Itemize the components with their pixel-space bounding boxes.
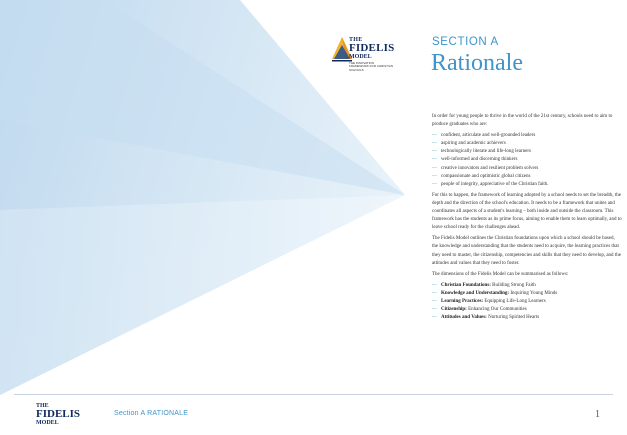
list-item: — aspiring and academic achievers bbox=[432, 141, 506, 147]
footer-divider bbox=[14, 394, 613, 395]
list-item: — Citizenship: Enhancing Our Communities bbox=[432, 307, 527, 313]
list-item: — creative innovators and resilient problem solvers bbox=[432, 165, 539, 171]
dimensions-list bbox=[432, 282, 622, 322]
footer-logo: THE FIDELIS MODEL bbox=[36, 403, 81, 426]
intro-paragraph: In order for young people to thrive in the world of the 21st century, schools need to aim to produce graduates who are: bbox=[432, 114, 613, 128]
dimensions-intro: The dimensions of the Fidelis Model can be summarised as follows: bbox=[432, 271, 569, 277]
logo-fidelis: FIDELIS bbox=[349, 42, 395, 54]
list-item: — confident, articulate and well-grounded leaders bbox=[432, 133, 536, 139]
triangle-face-lower bbox=[0, 195, 405, 395]
logo-tagline: THE INNOVATION FRAMEWORK FOR CHRISTIAN SCHOOLS bbox=[349, 61, 393, 72]
logo-model: MODEL bbox=[349, 54, 372, 60]
list-item: — Attitudes and Values: Nurturing Spirited Hearts bbox=[432, 315, 540, 321]
logo-the: THE bbox=[349, 37, 363, 43]
list-item: — Learning Practices: Equipping Life-Long Learners bbox=[432, 298, 546, 304]
list-item: — Christian Foundations: Building Strong Faith bbox=[432, 282, 536, 288]
outcomes-list bbox=[432, 132, 622, 189]
list-item: — Knowledge and Understanding: Inquiring Young Minds bbox=[432, 290, 558, 296]
framework-paragraph: For this to happen, the framework of learning adopted by a school needs to set the breadth, the depth and the direction of the school's education. It needs to be a framework that unites and coordinates all aspects of a student's learning – both inside and outside the classroom. This framework has the students as its prime focus, aiming to enable them to learn optimally, and to leave school ready for the challenges ahead. bbox=[432, 192, 622, 231]
body-text bbox=[432, 113, 622, 325]
list-item: — technologically literate and life-long learners bbox=[432, 149, 531, 155]
model-paragraph: The Fidelis Model outlines the Christian foundations upon which a school should be based, the knowledge and understanding that the students need to acquire, the learning practices that they need to master, the citizenship, competencies and skills that they need to develop, and the attitudes and values that they need to foster. bbox=[432, 236, 621, 266]
logo-wordmark bbox=[349, 37, 394, 60]
section-label: SECTION A bbox=[432, 36, 499, 48]
page-title: Rationale bbox=[431, 50, 523, 76]
list-item: — well-informed and discerning thinkers bbox=[432, 157, 518, 163]
list-item: — people of integrity, appreciative of the Christian faith. bbox=[432, 181, 549, 187]
page-number: 1 bbox=[595, 409, 600, 420]
footer-section-label: Section A RATIONALE bbox=[114, 410, 189, 417]
list-item: — compassionate and optimistic global citizens bbox=[432, 173, 531, 179]
